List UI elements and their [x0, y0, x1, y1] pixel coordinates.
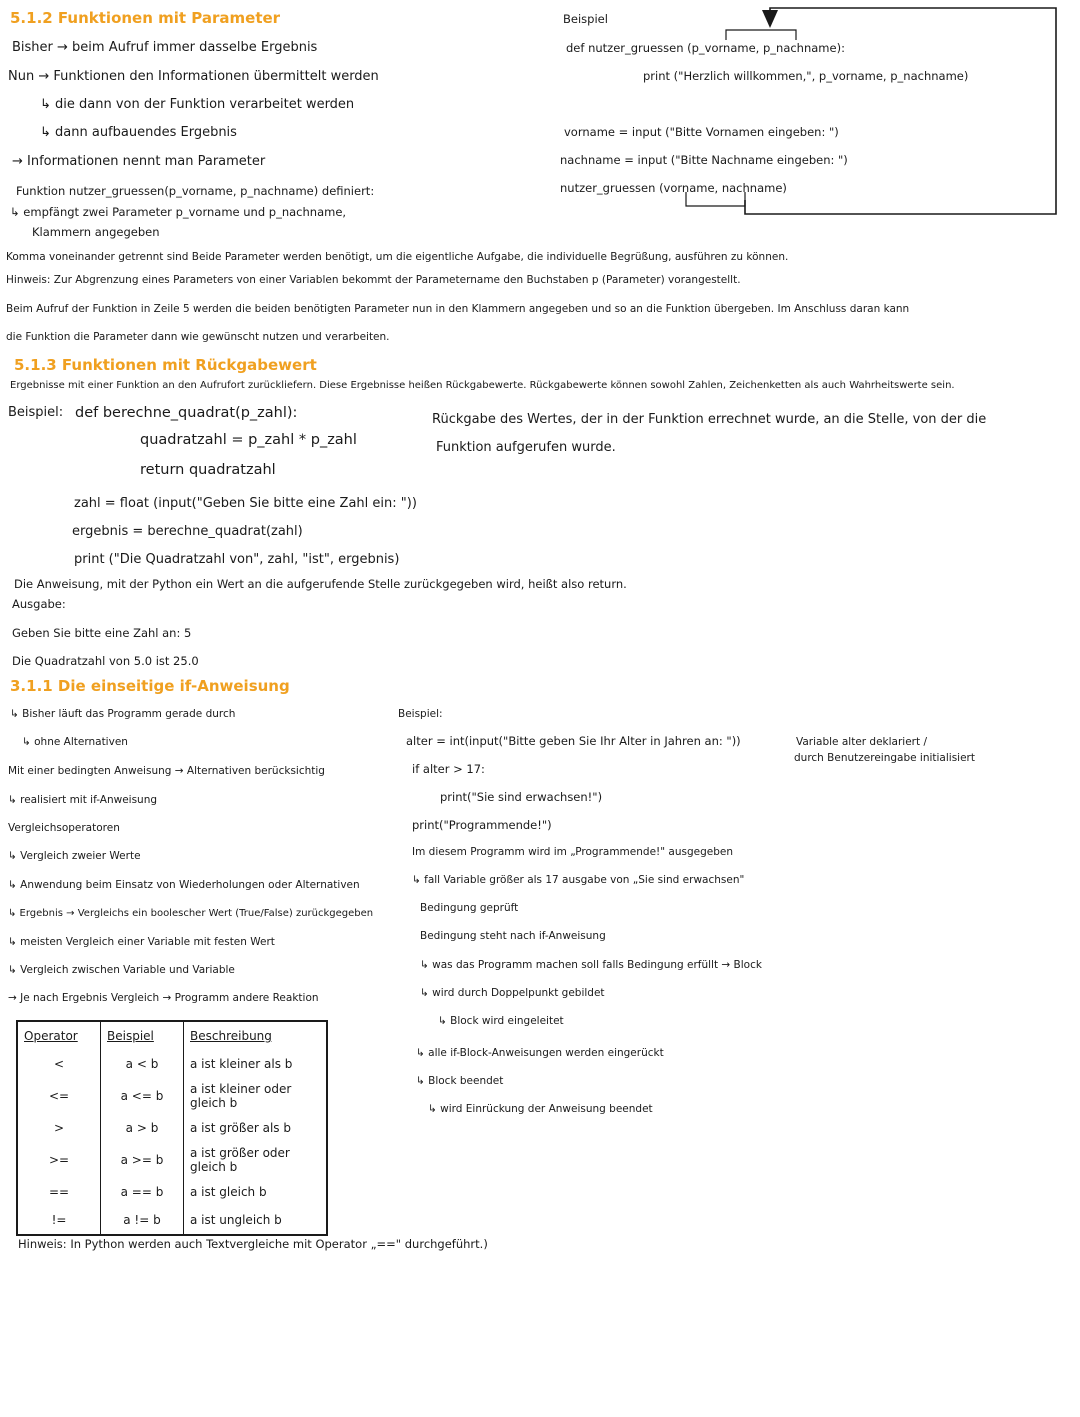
- code-line: vorname = input ("Bitte Vornamen eingeben: "): [564, 125, 839, 139]
- text-line: Mit einer bedingten Anweisung → Alternativen berücksichtig: [8, 765, 325, 777]
- operator-table: [16, 1020, 328, 1236]
- note-line: ↳ Block wird eingeleitet: [438, 1015, 564, 1027]
- example-cell: a > b: [101, 1114, 184, 1142]
- operator-cell: <=: [17, 1078, 101, 1114]
- table-row: [17, 1178, 327, 1206]
- table-row: [17, 1142, 327, 1178]
- text-line: Klammern angegeben: [32, 225, 160, 239]
- description-cell: a ist gleich b: [190, 1185, 267, 1199]
- hint: Hinweis: Zur Abgrenzung eines Parameters von einer Variablen bekommt der Parametername den Buchstaben p (Parameter) vorangestellt.: [6, 274, 741, 286]
- text-line: → Je nach Ergebnis Vergleich → Programm andere Reaktion: [8, 992, 319, 1004]
- text-line: Nun → Funktionen den Informationen übermittelt werden: [8, 69, 379, 84]
- table-row: [17, 1078, 327, 1114]
- example-cell: a == b: [101, 1178, 184, 1206]
- table-header: Operator: [17, 1021, 101, 1050]
- text-line: ↳ Anwendung beim Einsatz von Wiederholungen oder Alternativen: [8, 879, 360, 891]
- text-line: ↳ ohne Alternativen: [22, 736, 128, 748]
- table-header: Beschreibung: [190, 1029, 272, 1043]
- text-line: → Informationen nennt man Parameter: [12, 154, 266, 169]
- table-row: [17, 1206, 327, 1235]
- note-line: Bedingung steht nach if-Anweisung: [420, 930, 606, 942]
- example-label: Beispiel:: [8, 405, 64, 420]
- side-note: durch Benutzereingabe initialisiert: [794, 752, 975, 764]
- example-cell: a <= b: [101, 1078, 184, 1114]
- example-label: Beispiel: [563, 12, 608, 26]
- operator-cell: ==: [17, 1178, 101, 1206]
- paragraph: Ergebnisse mit einer Funktion an den Aufrufort zurückliefern. Diese Ergebnisse heißen Rückgabewerte. Rückgabewerte können sowohl Zahlen, Zeichenketten als auch Wahrheitswerte sein.: [10, 380, 955, 391]
- note-line: ↳ alle if-Block-Anweisungen werden eingerückt: [416, 1047, 664, 1059]
- heading-5-1-3: 5.1.3 Funktionen mit Rückgabewert: [14, 356, 317, 374]
- example-cell: a != b: [101, 1206, 184, 1235]
- operator-cell: >: [17, 1114, 101, 1142]
- code-line: ergebnis = berechne_quadrat(zahl): [72, 524, 303, 539]
- text-line: ↳ Ergebnis → Vergleichs ein boolescher Wert (True/False) zurückgegeben: [8, 908, 374, 919]
- code-line: def berechne_quadrat(p_zahl):: [75, 405, 298, 421]
- code-line: print ("Herzlich willkommen,", p_vorname, p_nachname): [643, 69, 969, 83]
- example-cell: a >= b: [101, 1142, 184, 1178]
- description-cell: a ist ungleich b: [190, 1213, 282, 1227]
- table-header: Beispiel: [101, 1021, 184, 1050]
- note-line: Funktion aufgerufen wurde.: [436, 440, 616, 455]
- text-line: ↳ meisten Vergleich einer Variable mit festen Wert: [8, 936, 275, 948]
- hint: Hinweis: In Python werden auch Textvergleiche mit Operator „==" durchgeführt.): [18, 1237, 488, 1251]
- text-line: Vergleichsoperatoren: [8, 822, 120, 834]
- output-line: Die Quadratzahl von 5.0 ist 25.0: [12, 654, 199, 668]
- note-line: Rückgabe des Wertes, der in der Funktion errechnet wurde, an die Stelle, von der die: [432, 412, 987, 427]
- text-line: ↳ realisiert mit if-Anweisung: [8, 794, 158, 806]
- table-row: [17, 1114, 327, 1142]
- heading-3-1-1: 3.1.1 Die einseitige if-Anweisung: [10, 677, 290, 695]
- table-row: [17, 1050, 327, 1078]
- table-header-row: [17, 1021, 327, 1050]
- paragraph: Beim Aufruf der Funktion in Zeile 5 werden die beiden benötigten Parameter nun in den Klammern angegeben und so an die Funktion übergeben. Im Anschluss daran kann: [6, 303, 910, 315]
- code-line: nachname = input ("Bitte Nachname eingeben: "): [560, 153, 848, 167]
- note-line: Im diesem Programm wird im „Programmende!" ausgegeben: [412, 846, 733, 858]
- code-line: zahl = float (input("Geben Sie bitte eine Zahl ein: ")): [74, 496, 417, 511]
- description-cell: a ist kleiner als b: [190, 1057, 293, 1071]
- code-line: def nutzer_gruessen (p_vorname, p_nachname):: [566, 41, 845, 55]
- text-line: Bisher → beim Aufruf immer dasselbe Ergebnis: [12, 40, 318, 55]
- description-cell: a ist kleiner oder gleich b: [190, 1082, 292, 1110]
- description-cell: a ist größer als b: [190, 1121, 291, 1135]
- paragraph: die Funktion die Parameter dann wie gewünscht nutzen und verarbeiten.: [6, 331, 390, 343]
- text-line: Die Anweisung, mit der Python ein Wert an die aufgerufende Stelle zurückgegeben wird, heißt also return.: [14, 577, 627, 591]
- example-cell: a < b: [101, 1050, 184, 1078]
- text-line: ↳ dann aufbauendes Ergebnis: [40, 125, 237, 140]
- note-line: ↳ wird Einrückung der Anweisung beendet: [428, 1103, 653, 1115]
- note-line: ↳ fall Variable größer als 17 ausgabe von „Sie sind erwachsen": [412, 874, 745, 886]
- operator-cell: >=: [17, 1142, 101, 1178]
- operator-cell: <: [17, 1050, 101, 1078]
- output-label: Ausgabe:: [12, 597, 66, 611]
- code-line: alter = int(input("Bitte geben Sie Ihr Alter in Jahren an: ")): [406, 734, 741, 748]
- code-line: nutzer_gruessen (vorname, nachname): [560, 181, 787, 195]
- code-line: quadratzahl = p_zahl * p_zahl: [140, 432, 357, 448]
- code-line: return quadratzahl: [140, 462, 276, 478]
- text-line: ↳ Vergleich zwischen Variable und Variable: [8, 964, 235, 976]
- code-line: print("Programmende!"): [412, 818, 552, 832]
- code-line: if alter > 17:: [412, 762, 485, 776]
- note-line: ↳ Block beendet: [416, 1075, 504, 1087]
- text-line: Funktion nutzer_gruessen(p_vorname, p_nachname) definiert:: [16, 184, 375, 198]
- example-label: Beispiel:: [398, 708, 443, 720]
- note-line: ↳ was das Programm machen soll falls Bedingung erfüllt → Block: [420, 959, 762, 971]
- text-line: ↳ empfängt zwei Parameter p_vorname und p_nachname,: [10, 205, 347, 219]
- output-line: Geben Sie bitte eine Zahl an: 5: [12, 626, 192, 640]
- code-line: print("Sie sind erwachsen!"): [440, 790, 603, 804]
- text-line: ↳ die dann von der Funktion verarbeitet werden: [40, 97, 355, 112]
- note-line: ↳ wird durch Doppelpunkt gebildet: [420, 987, 605, 999]
- operator-cell: !=: [17, 1206, 101, 1235]
- text-line: ↳ Bisher läuft das Programm gerade durch: [10, 708, 236, 720]
- side-note: Variable alter deklariert /: [796, 736, 927, 748]
- text-line: ↳ Vergleich zweier Werte: [8, 850, 141, 862]
- note-line: Bedingung geprüft: [420, 902, 519, 914]
- code-line: print ("Die Quadratzahl von", zahl, "ist", ergebnis): [74, 552, 400, 567]
- paragraph: Komma voneinander getrennt sind Beide Parameter werden benötigt, um die eigentliche Aufgabe, die individuelle Begrüßung, ausführen zu können.: [6, 251, 789, 263]
- description-cell: a ist größer oder gleich b: [190, 1146, 290, 1174]
- heading-5-1-2: 5.1.2 Funktionen mit Parameter: [10, 9, 281, 27]
